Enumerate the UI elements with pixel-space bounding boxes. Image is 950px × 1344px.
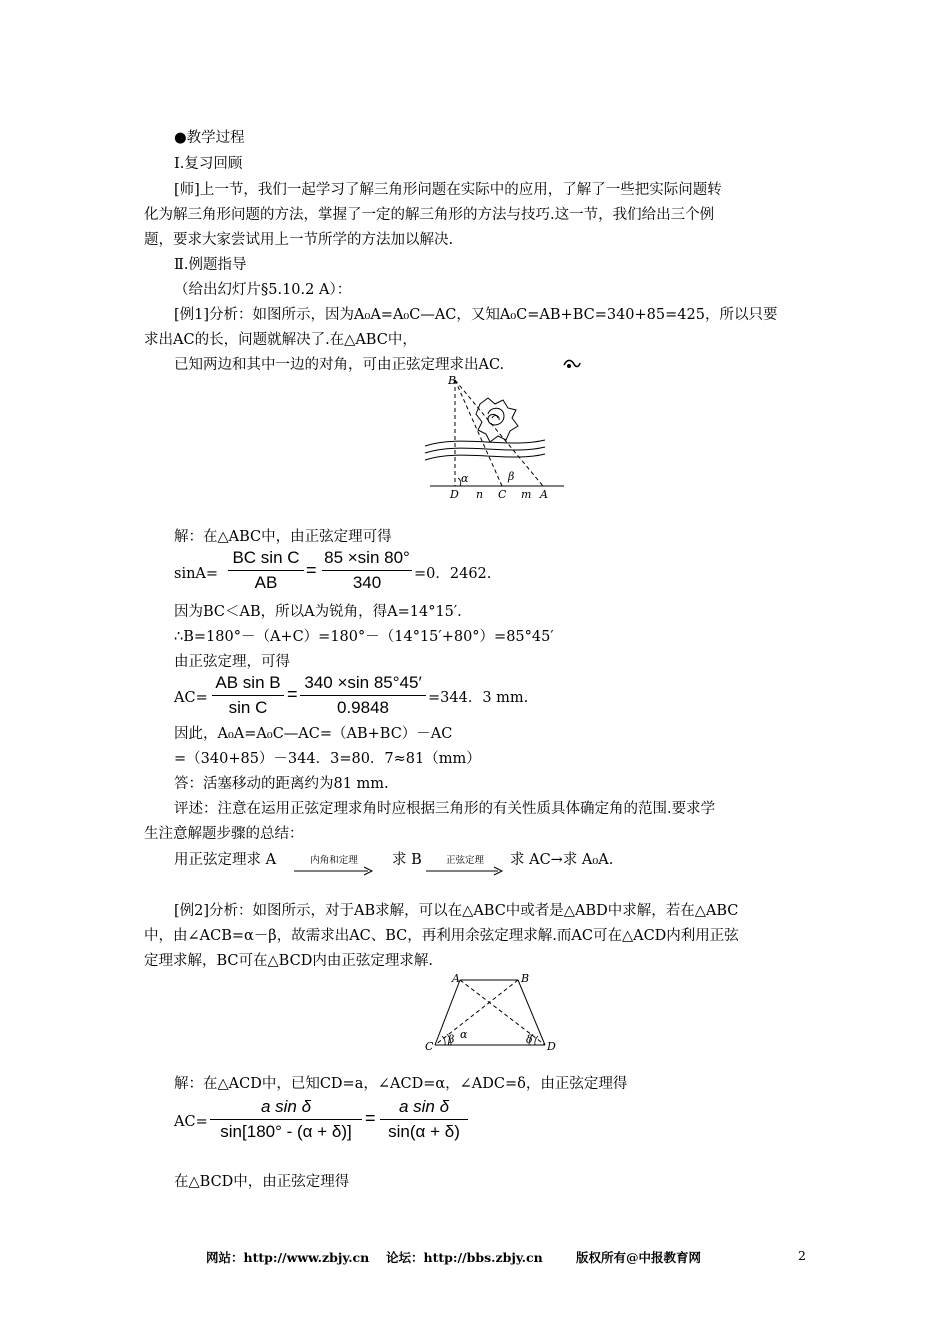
fig1-label-beta: β: [508, 470, 515, 483]
fig2-label-delta: δ: [526, 1033, 533, 1046]
ex1-solution-line-3: 因为BC＜AB，所以A为锐角，得A=14°15′.: [174, 604, 462, 620]
fig1-label-alpha: α: [461, 472, 469, 485]
ex1-solution-line-5: 由正弦定理，可得: [174, 654, 290, 670]
section-heading: ●教学过程: [174, 130, 245, 146]
ac-result: =344．3 mm.: [428, 690, 529, 706]
fig1-label-c: C: [498, 488, 507, 501]
intro-line-1: [师]上一节，我们一起学习了解三角形问题在实际中的应用，了解了一些把实际问题转: [174, 182, 722, 198]
comment-line-1: 评述：注意在运用正弦定理求角时应根据三角形的有关性质具体确定角的范围.要求学: [174, 801, 716, 817]
ex2-analysis-line-2: 中，由∠ACB=α－β，故需求出AC、BC，再利用余弦定理求解.而AC可在△ACD内利用正弦: [144, 928, 739, 944]
ex2-analysis-line-3: 定理求解，BC可在△BCD内由正弦定理求解.: [144, 953, 433, 969]
ex2-analysis-line-1: [例2]分析：如图所示，对于AB求解，可以在△ABC中或者是△ABD中求解，若在△ABC: [174, 903, 739, 919]
section-examples-title: Ⅱ.例题指导: [174, 257, 247, 273]
steps-end: 求 AC→求 A₀A.: [510, 852, 614, 868]
ex1-solution-line-4: ∴B=180°－（A+C）=180°－（14°15′+80°）=85°45′: [174, 629, 554, 645]
figure-1-piston-diagram: [420, 374, 570, 502]
ac-prefix: AC=: [174, 690, 208, 706]
fig1-label-n: n: [476, 488, 484, 501]
fig1-label-m: m: [521, 488, 532, 501]
footer-forum-link[interactable]: 论坛：http://bbs.zbjy.cn: [386, 1250, 543, 1265]
steps-prefix: 用正弦定理求 A: [174, 852, 277, 868]
fraction-85sin80-over-340: 85 ×sin 80° 340: [322, 547, 412, 594]
fraction-asind-over-sinad: a sin δ sin(α + δ): [380, 1096, 468, 1143]
ex1-solution-line-1: 解：在△ABC中，由正弦定理可得: [174, 529, 392, 545]
note-icon: [562, 357, 582, 373]
ex1-analysis-line-1: [例1]分析：如图所示，因为A₀A=A₀C—AC，又知A₀C=AB+BC=340+85=425，所以只要: [174, 307, 778, 323]
arrow-interior-angle-theorem: 内角和定理: [294, 852, 374, 866]
fraction-bc-sinc-over-ab: BC sin C AB: [228, 547, 304, 594]
sina-result: =0．2462.: [414, 566, 492, 582]
ex1-solution-line-7: 因此，A₀A=A₀C—AC=（AB+BC）－AC: [174, 726, 453, 742]
fig1-label-b: B: [448, 374, 457, 387]
slide-note: （给出幻灯片§5.10.2 A）：: [174, 282, 352, 298]
fig2-label-b: B: [521, 972, 530, 985]
ex2-solution-line-3: 在△BCD中，由正弦定理得: [174, 1174, 350, 1190]
fraction-340sin85-over-09848: 340 ×sin 85°45′ 0.9848: [300, 672, 426, 719]
equals-sign-3: =: [365, 1108, 376, 1128]
fig2-label-beta: β: [448, 1033, 455, 1046]
ex2-ac-prefix: AC=: [174, 1114, 208, 1130]
ex1-analysis-line-3: 已知两边和其中一边的对角，可由正弦定理求出AC.: [174, 357, 505, 373]
comment-line-2: 生注意解题步骤的总结：: [144, 826, 304, 842]
intro-line-2: 化为解三角形问题的方法，掌握了一定的解三角形的方法与技巧.这一节，我们给出三个例: [144, 207, 715, 223]
equals-sign: =: [306, 560, 317, 580]
intro-line-3: 题，要求大家尝试用上一节所学的方法加以解决.: [144, 232, 454, 248]
figure-2-trapezoid-diagram: [420, 970, 560, 1056]
fraction-ab-sinb-over-sinc: AB sin B sin C: [212, 672, 284, 719]
fig2-label-d: D: [547, 1040, 556, 1053]
ex2-solution-line-1: 解：在△ACD中，已知CD=a，∠ACD=α，∠ADC=δ，由正弦定理得: [174, 1076, 628, 1092]
arrow-sine-theorem: 正弦定理: [426, 852, 504, 866]
fig1-label-d: D: [450, 488, 459, 501]
fig1-label-a: A: [540, 488, 548, 501]
equals-sign-2: =: [287, 684, 298, 704]
ex1-answer: 答：活塞移动的距离约为81 mm.: [174, 776, 389, 792]
fig2-label-alpha: α: [460, 1028, 468, 1041]
section-review-title: Ⅰ.复习回顾: [174, 156, 243, 172]
footer-website-link[interactable]: 网站：http://www.zbjy.cn: [206, 1250, 370, 1265]
steps-mid: 求 B: [392, 852, 422, 868]
fig2-label-c: C: [425, 1040, 434, 1053]
sina-prefix: sinA=: [174, 566, 219, 582]
footer-copyright: 版权所有@中报教育网: [576, 1250, 702, 1265]
fraction-asind-over-sin180: a sin δ sin[180° - (α + δ)]: [210, 1096, 362, 1143]
fig2-label-a: A: [452, 972, 460, 985]
page-number: 2: [798, 1248, 806, 1263]
ex1-solution-line-8: =（340+85）－344．3=80．7≈81（mm）: [174, 751, 481, 767]
ex1-analysis-line-2: 求出AC的长，问题就解决了.在△ABC中，: [144, 332, 417, 348]
